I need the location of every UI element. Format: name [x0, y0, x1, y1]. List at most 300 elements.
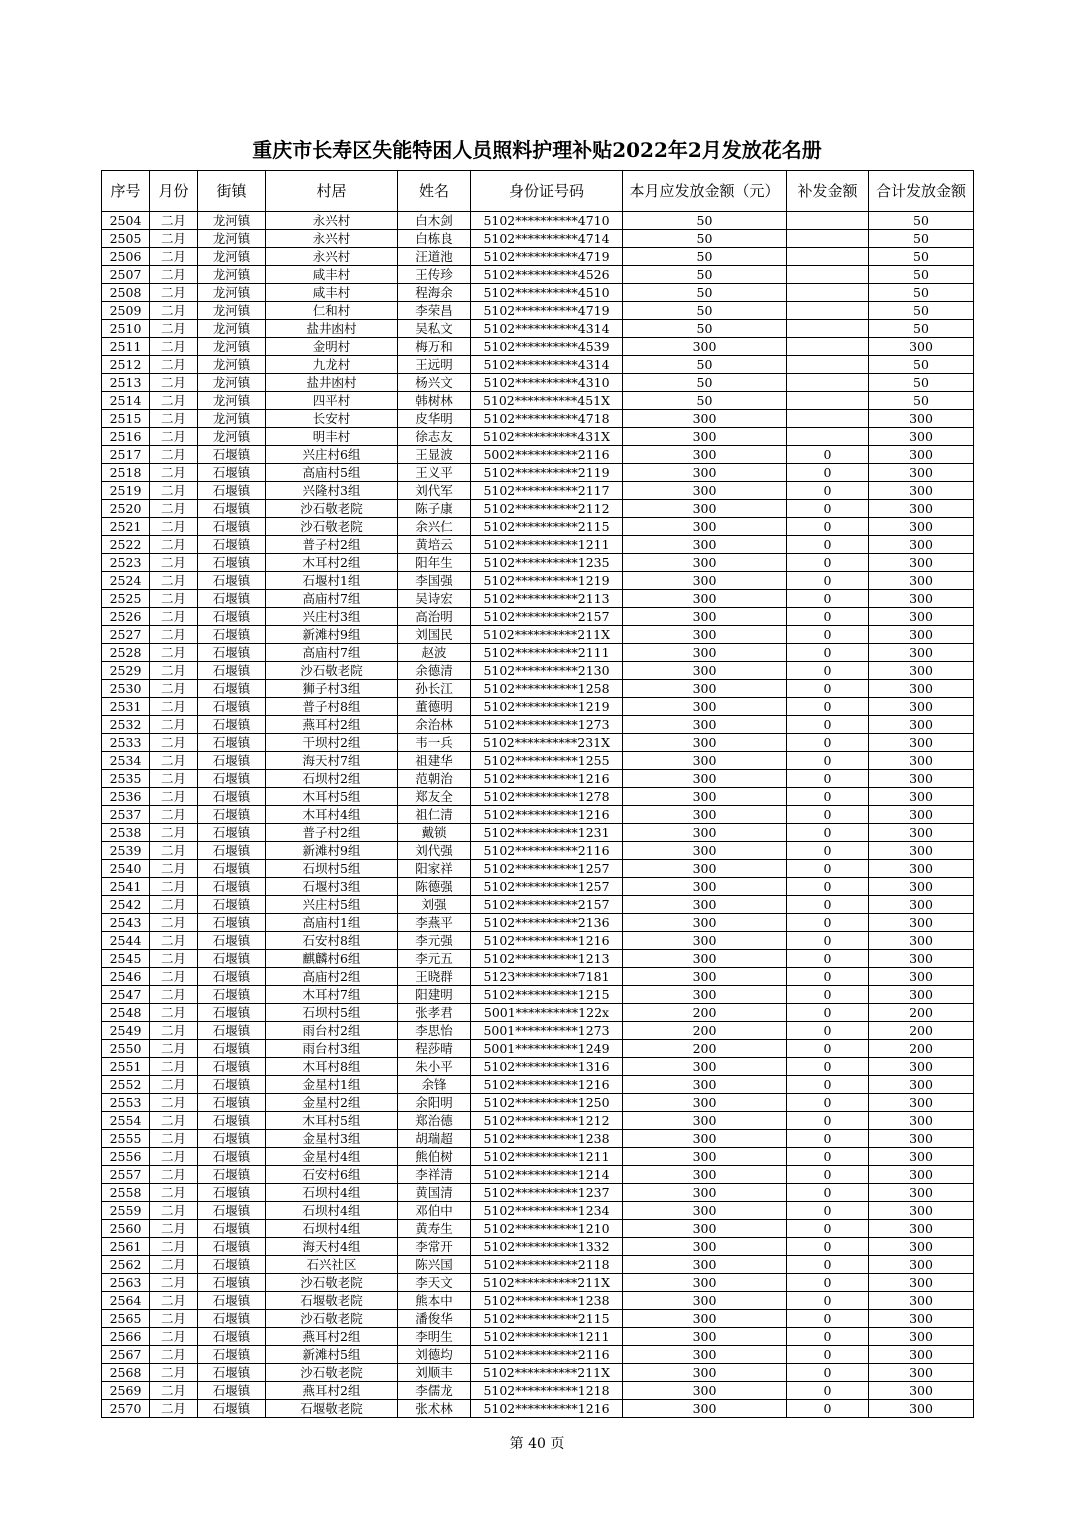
cell-supplement-amount [787, 212, 869, 230]
cell-total-amount: 300 [869, 914, 974, 932]
cell-village: 高庙村2组 [266, 968, 398, 986]
cell-month: 二月 [150, 806, 198, 824]
cell-serial: 2523 [102, 554, 150, 572]
cell-supplement-amount: 0 [787, 680, 869, 698]
cell-id-number: 5102**********2113 [471, 590, 623, 608]
cell-supplement-amount: 0 [787, 1400, 869, 1418]
cell-monthly-amount: 300 [623, 806, 787, 824]
cell-serial: 2562 [102, 1256, 150, 1274]
cell-monthly-amount: 300 [623, 914, 787, 932]
cell-month: 二月 [150, 788, 198, 806]
cell-month: 二月 [150, 320, 198, 338]
cell-town: 石堰镇 [198, 1292, 266, 1310]
cell-serial: 2539 [102, 842, 150, 860]
cell-monthly-amount: 300 [623, 518, 787, 536]
cell-supplement-amount: 0 [787, 446, 869, 464]
table-row [102, 266, 974, 284]
cell-id-number: 5102**********2119 [471, 464, 623, 482]
cell-supplement-amount: 0 [787, 860, 869, 878]
cell-town: 龙河镇 [198, 266, 266, 284]
cell-serial: 2560 [102, 1220, 150, 1238]
cell-id-number: 5102**********2115 [471, 1310, 623, 1328]
cell-total-amount: 300 [869, 680, 974, 698]
cell-monthly-amount: 300 [623, 572, 787, 590]
cell-id-number: 5001**********1273 [471, 1022, 623, 1040]
table-row [102, 1238, 974, 1256]
cell-month: 二月 [150, 1238, 198, 1256]
cell-monthly-amount: 300 [623, 662, 787, 680]
cell-town: 石堰镇 [198, 1076, 266, 1094]
cell-id-number: 5102**********231X [471, 734, 623, 752]
cell-village: 石坝村2组 [266, 770, 398, 788]
cell-village: 石堰村3组 [266, 878, 398, 896]
cell-village: 高庙村7组 [266, 644, 398, 662]
cell-name: 王显波 [398, 446, 471, 464]
cell-month: 二月 [150, 1382, 198, 1400]
cell-village: 石堰敬老院 [266, 1400, 398, 1418]
cell-name: 梅万和 [398, 338, 471, 356]
cell-serial: 2522 [102, 536, 150, 554]
cell-monthly-amount: 300 [623, 734, 787, 752]
cell-month: 二月 [150, 1004, 198, 1022]
cell-name: 程莎晴 [398, 1040, 471, 1058]
cell-total-amount: 300 [869, 1148, 974, 1166]
cell-total-amount: 300 [869, 950, 974, 968]
cell-total-amount: 300 [869, 986, 974, 1004]
cell-monthly-amount: 300 [623, 716, 787, 734]
cell-supplement-amount: 0 [787, 1130, 869, 1148]
cell-village: 狮子村3组 [266, 680, 398, 698]
cell-town: 石堰镇 [198, 932, 266, 950]
cell-serial: 2569 [102, 1382, 150, 1400]
cell-total-amount: 300 [869, 1292, 974, 1310]
cell-id-number: 5102**********1215 [471, 986, 623, 1004]
cell-town: 石堰镇 [198, 1148, 266, 1166]
cell-monthly-amount: 300 [623, 986, 787, 1004]
table-row [102, 1328, 974, 1346]
cell-serial: 2548 [102, 1004, 150, 1022]
cell-town: 石堰镇 [198, 1220, 266, 1238]
table-row [102, 1400, 974, 1418]
cell-id-number: 5102**********1235 [471, 554, 623, 572]
cell-monthly-amount: 300 [623, 536, 787, 554]
cell-town: 龙河镇 [198, 284, 266, 302]
cell-supplement-amount: 0 [787, 1364, 869, 1382]
cell-total-amount: 300 [869, 968, 974, 986]
cell-id-number: 5102**********4714 [471, 230, 623, 248]
cell-serial: 2526 [102, 608, 150, 626]
cell-month: 二月 [150, 842, 198, 860]
cell-name: 刘代强 [398, 842, 471, 860]
cell-town: 石堰镇 [198, 572, 266, 590]
cell-id-number: 5102**********1211 [471, 536, 623, 554]
cell-total-amount: 50 [869, 302, 974, 320]
cell-id-number: 5102**********4510 [471, 284, 623, 302]
cell-supplement-amount [787, 302, 869, 320]
cell-total-amount: 300 [869, 662, 974, 680]
cell-id-number: 5102**********211X [471, 1274, 623, 1292]
cell-village: 海天村4组 [266, 1238, 398, 1256]
cell-village: 普子村2组 [266, 824, 398, 842]
cell-town: 石堰镇 [198, 500, 266, 518]
cell-village: 海天村7组 [266, 752, 398, 770]
cell-village: 四平村 [266, 392, 398, 410]
cell-id-number: 5102**********1218 [471, 1382, 623, 1400]
cell-serial: 2568 [102, 1364, 150, 1382]
cell-town: 石堰镇 [198, 806, 266, 824]
cell-total-amount: 300 [869, 698, 974, 716]
cell-id-number: 5102**********1210 [471, 1220, 623, 1238]
cell-supplement-amount [787, 248, 869, 266]
cell-town: 龙河镇 [198, 338, 266, 356]
table-row [102, 1382, 974, 1400]
cell-total-amount: 300 [869, 1058, 974, 1076]
cell-month: 二月 [150, 374, 198, 392]
cell-village: 高庙村7组 [266, 590, 398, 608]
cell-month: 二月 [150, 392, 198, 410]
cell-town: 石堰镇 [198, 1238, 266, 1256]
cell-town: 石堰镇 [198, 482, 266, 500]
table-row [102, 896, 974, 914]
cell-monthly-amount: 50 [623, 320, 787, 338]
cell-village: 沙石敬老院 [266, 500, 398, 518]
cell-town: 石堰镇 [198, 698, 266, 716]
cell-serial: 2543 [102, 914, 150, 932]
cell-name: 陈德强 [398, 878, 471, 896]
cell-total-amount: 300 [869, 482, 974, 500]
table-row [102, 626, 974, 644]
cell-month: 二月 [150, 464, 198, 482]
cell-total-amount: 50 [869, 212, 974, 230]
cell-town: 石堰镇 [198, 536, 266, 554]
cell-supplement-amount [787, 356, 869, 374]
cell-name: 余锋 [398, 1076, 471, 1094]
cell-supplement-amount: 0 [787, 752, 869, 770]
cell-name: 阳建明 [398, 986, 471, 1004]
cell-town: 石堰镇 [198, 1328, 266, 1346]
cell-month: 二月 [150, 1148, 198, 1166]
cell-serial: 2505 [102, 230, 150, 248]
cell-name: 李儒龙 [398, 1382, 471, 1400]
cell-town: 石堰镇 [198, 1256, 266, 1274]
cell-supplement-amount [787, 284, 869, 302]
cell-month: 二月 [150, 1220, 198, 1238]
cell-month: 二月 [150, 590, 198, 608]
cell-month: 二月 [150, 698, 198, 716]
cell-monthly-amount: 300 [623, 824, 787, 842]
cell-supplement-amount: 0 [787, 1310, 869, 1328]
cell-total-amount: 300 [869, 860, 974, 878]
table-row [102, 284, 974, 302]
cell-serial: 2515 [102, 410, 150, 428]
cell-village: 石兴社区 [266, 1256, 398, 1274]
cell-name: 刘顺丰 [398, 1364, 471, 1382]
cell-village: 盐井凼村 [266, 374, 398, 392]
cell-id-number: 5102**********1238 [471, 1130, 623, 1148]
cell-supplement-amount: 0 [787, 1022, 869, 1040]
table-row [102, 842, 974, 860]
cell-name: 刘代军 [398, 482, 471, 500]
cell-id-number: 5102**********4719 [471, 302, 623, 320]
cell-village: 九龙村 [266, 356, 398, 374]
table-row [102, 1040, 974, 1058]
roster-body [102, 212, 974, 1418]
cell-id-number: 5102**********1219 [471, 698, 623, 716]
cell-supplement-amount: 0 [787, 806, 869, 824]
cell-name: 朱小平 [398, 1058, 471, 1076]
cell-monthly-amount: 300 [623, 932, 787, 950]
cell-supplement-amount: 0 [787, 1346, 869, 1364]
table-row [102, 968, 974, 986]
cell-id-number: 5102**********1231 [471, 824, 623, 842]
cell-village: 兴庄村5组 [266, 896, 398, 914]
cell-total-amount: 300 [869, 1076, 974, 1094]
cell-name: 王远明 [398, 356, 471, 374]
cell-name: 李燕平 [398, 914, 471, 932]
table-row [102, 410, 974, 428]
cell-month: 二月 [150, 1400, 198, 1418]
table-row [102, 590, 974, 608]
cell-serial: 2534 [102, 752, 150, 770]
cell-town: 石堰镇 [198, 464, 266, 482]
cell-total-amount: 300 [869, 824, 974, 842]
cell-total-amount: 300 [869, 518, 974, 536]
cell-monthly-amount: 300 [623, 1346, 787, 1364]
cell-total-amount: 200 [869, 1004, 974, 1022]
header-row [102, 171, 974, 212]
cell-village: 沙石敬老院 [266, 518, 398, 536]
cell-total-amount: 300 [869, 734, 974, 752]
cell-serial: 2554 [102, 1112, 150, 1130]
cell-month: 二月 [150, 752, 198, 770]
header-supplement-amount: 补发金额 [787, 171, 869, 212]
cell-supplement-amount: 0 [787, 968, 869, 986]
cell-total-amount: 300 [869, 1184, 974, 1202]
cell-total-amount: 300 [869, 932, 974, 950]
cell-serial: 2527 [102, 626, 150, 644]
cell-month: 二月 [150, 1364, 198, 1382]
table-row [102, 1058, 974, 1076]
cell-id-number: 5102**********451X [471, 392, 623, 410]
cell-name: 徐志友 [398, 428, 471, 446]
cell-name: 张孝君 [398, 1004, 471, 1022]
cell-town: 龙河镇 [198, 374, 266, 392]
table-row [102, 1184, 974, 1202]
cell-name: 王传珍 [398, 266, 471, 284]
cell-month: 二月 [150, 1076, 198, 1094]
cell-total-amount: 300 [869, 608, 974, 626]
table-row [102, 1364, 974, 1382]
cell-id-number: 5102**********1212 [471, 1112, 623, 1130]
cell-total-amount: 300 [869, 1274, 974, 1292]
table-row [102, 770, 974, 788]
cell-town: 石堰镇 [198, 1004, 266, 1022]
table-row [102, 608, 974, 626]
cell-town: 石堰镇 [198, 1400, 266, 1418]
cell-serial: 2542 [102, 896, 150, 914]
cell-town: 龙河镇 [198, 230, 266, 248]
cell-name: 李元五 [398, 950, 471, 968]
cell-total-amount: 50 [869, 374, 974, 392]
cell-name: 李祥清 [398, 1166, 471, 1184]
cell-serial: 2559 [102, 1202, 150, 1220]
cell-village: 仁和村 [266, 302, 398, 320]
cell-village: 石坝村4组 [266, 1202, 398, 1220]
cell-monthly-amount: 300 [623, 464, 787, 482]
cell-monthly-amount: 300 [623, 1094, 787, 1112]
cell-town: 石堰镇 [198, 824, 266, 842]
cell-monthly-amount: 300 [623, 1310, 787, 1328]
cell-monthly-amount: 200 [623, 1022, 787, 1040]
cell-village: 沙石敬老院 [266, 1364, 398, 1382]
cell-town: 石堰镇 [198, 860, 266, 878]
table-row [102, 482, 974, 500]
cell-monthly-amount: 300 [623, 446, 787, 464]
cell-town: 龙河镇 [198, 248, 266, 266]
cell-village: 新滩村5组 [266, 1346, 398, 1364]
cell-town: 石堰镇 [198, 1382, 266, 1400]
cell-monthly-amount: 300 [623, 1400, 787, 1418]
cell-village: 兴庄村3组 [266, 608, 398, 626]
roster-table [101, 170, 974, 1418]
table-row [102, 1274, 974, 1292]
cell-name: 张术林 [398, 1400, 471, 1418]
cell-serial: 2555 [102, 1130, 150, 1148]
cell-village: 沙石敬老院 [266, 662, 398, 680]
cell-serial: 2506 [102, 248, 150, 266]
cell-total-amount: 300 [869, 572, 974, 590]
cell-name: 李常开 [398, 1238, 471, 1256]
cell-month: 二月 [150, 1022, 198, 1040]
cell-town: 石堰镇 [198, 554, 266, 572]
cell-id-number: 5102**********4526 [471, 266, 623, 284]
cell-month: 二月 [150, 1040, 198, 1058]
cell-month: 二月 [150, 572, 198, 590]
cell-id-number: 5002**********2116 [471, 446, 623, 464]
cell-town: 石堰镇 [198, 914, 266, 932]
cell-name: 戴锁 [398, 824, 471, 842]
cell-monthly-amount: 300 [623, 896, 787, 914]
cell-month: 二月 [150, 914, 198, 932]
cell-name: 余德清 [398, 662, 471, 680]
cell-id-number: 5102**********1211 [471, 1148, 623, 1166]
cell-serial: 2565 [102, 1310, 150, 1328]
cell-month: 二月 [150, 266, 198, 284]
cell-id-number: 5102**********1216 [471, 806, 623, 824]
cell-name: 范朝治 [398, 770, 471, 788]
cell-total-amount: 300 [869, 428, 974, 446]
cell-name: 吴私文 [398, 320, 471, 338]
cell-serial: 2513 [102, 374, 150, 392]
table-row [102, 464, 974, 482]
cell-total-amount: 300 [869, 788, 974, 806]
cell-id-number: 5102**********2157 [471, 608, 623, 626]
cell-name: 阳年生 [398, 554, 471, 572]
table-row [102, 446, 974, 464]
cell-supplement-amount: 0 [787, 932, 869, 950]
cell-village: 沙石敬老院 [266, 1310, 398, 1328]
cell-serial: 2550 [102, 1040, 150, 1058]
cell-serial: 2553 [102, 1094, 150, 1112]
cell-town: 石堰镇 [198, 1166, 266, 1184]
cell-monthly-amount: 50 [623, 392, 787, 410]
cell-town: 石堰镇 [198, 1058, 266, 1076]
cell-month: 二月 [150, 950, 198, 968]
table-row [102, 500, 974, 518]
table-row [102, 1220, 974, 1238]
table-row [102, 1310, 974, 1328]
cell-serial: 2538 [102, 824, 150, 842]
cell-month: 二月 [150, 1310, 198, 1328]
cell-id-number: 5102**********1250 [471, 1094, 623, 1112]
cell-serial: 2545 [102, 950, 150, 968]
cell-village: 石安村8组 [266, 932, 398, 950]
cell-town: 石堰镇 [198, 788, 266, 806]
cell-town: 石堰镇 [198, 644, 266, 662]
cell-monthly-amount: 300 [623, 1202, 787, 1220]
cell-name: 阳家祥 [398, 860, 471, 878]
cell-total-amount: 300 [869, 338, 974, 356]
cell-serial: 2524 [102, 572, 150, 590]
cell-id-number: 5102**********2115 [471, 518, 623, 536]
table-row [102, 716, 974, 734]
cell-monthly-amount: 300 [623, 644, 787, 662]
cell-month: 二月 [150, 248, 198, 266]
cell-name: 王晓群 [398, 968, 471, 986]
cell-monthly-amount: 50 [623, 356, 787, 374]
cell-monthly-amount: 300 [623, 1076, 787, 1094]
cell-serial: 2507 [102, 266, 150, 284]
cell-serial: 2544 [102, 932, 150, 950]
cell-month: 二月 [150, 338, 198, 356]
cell-name: 熊本中 [398, 1292, 471, 1310]
cell-id-number: 5102**********1237 [471, 1184, 623, 1202]
cell-serial: 2517 [102, 446, 150, 464]
cell-supplement-amount: 0 [787, 698, 869, 716]
cell-supplement-amount: 0 [787, 1256, 869, 1274]
cell-village: 明丰村 [266, 428, 398, 446]
table-row [102, 1346, 974, 1364]
cell-name: 李思怡 [398, 1022, 471, 1040]
cell-village: 木耳村7组 [266, 986, 398, 1004]
cell-name: 黄国清 [398, 1184, 471, 1202]
table-row [102, 1076, 974, 1094]
cell-supplement-amount: 0 [787, 464, 869, 482]
cell-month: 二月 [150, 230, 198, 248]
cell-town: 石堰镇 [198, 1346, 266, 1364]
cell-id-number: 5102**********1273 [471, 716, 623, 734]
cell-id-number: 5102**********2130 [471, 662, 623, 680]
cell-name: 黄培云 [398, 536, 471, 554]
cell-month: 二月 [150, 1256, 198, 1274]
cell-village: 金星村1组 [266, 1076, 398, 1094]
cell-month: 二月 [150, 1166, 198, 1184]
table-row [102, 644, 974, 662]
table-row [102, 518, 974, 536]
cell-name: 程海余 [398, 284, 471, 302]
cell-monthly-amount: 300 [623, 482, 787, 500]
cell-monthly-amount: 300 [623, 788, 787, 806]
cell-name: 邓伯中 [398, 1202, 471, 1220]
table-row [102, 680, 974, 698]
cell-name: 祖仁清 [398, 806, 471, 824]
cell-name: 祖建华 [398, 752, 471, 770]
cell-village: 高庙村5组 [266, 464, 398, 482]
cell-supplement-amount: 0 [787, 1220, 869, 1238]
cell-name: 李国强 [398, 572, 471, 590]
cell-monthly-amount: 50 [623, 284, 787, 302]
cell-serial: 2508 [102, 284, 150, 302]
